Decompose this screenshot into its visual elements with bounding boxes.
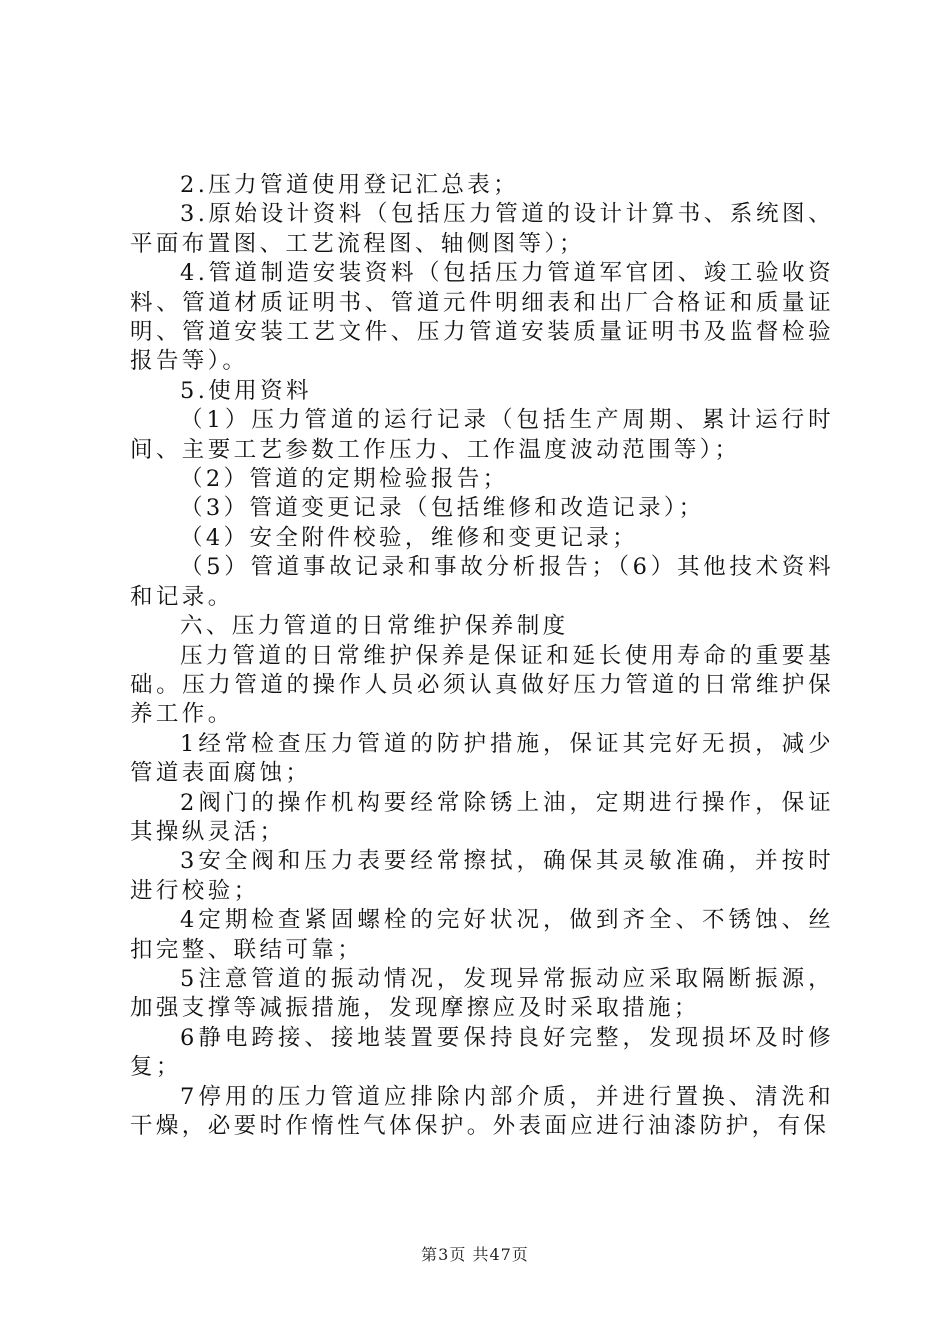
list-item: 7停用的压力管道应排除内部介质，并进行置换、清洗和干燥，必要时作惰性气体保护。外表面应进行油漆防护，有保: [130, 1083, 834, 1139]
paragraph: 3.原始设计资料（包括压力管道的设计计算书、系统图、平面布置图、工艺流程图、轴侧图等）；: [130, 201, 834, 257]
paragraph: （2）管道的定期检验报告；: [180, 466, 509, 493]
paragraph: 5.使用资料: [180, 377, 312, 404]
paragraph: 压力管道的日常维护保养是保证和延长使用寿命的重要基础。压力管道的操作人员必须认真做好压力管道的日常维护保养工作。: [130, 642, 834, 728]
list-item: 6静电跨接、接地装置要保持良好完整，发现损坏及时修复；: [130, 1024, 834, 1081]
list-item: 1经常检查压力管道的防护措施，保证其完好无损，减少管道表面腐蚀；: [130, 730, 834, 787]
paragraph: （4）安全附件校验，维修和变更记录；: [180, 524, 639, 551]
paragraph: 4.管道制造安装资料（包括压力管道军官团、竣工验收资料、管道材质证明书、管道元件明细表和出厂合格证和质量证明、管道安装工艺文件、压力管道安装质量证明书及监督检验报告等）。: [130, 260, 834, 375]
page-number: 第3页 共47页: [421, 1245, 529, 1264]
paragraph: （1）压力管道的运行记录（包括生产周期、累计运行时间、主要工艺参数工作压力、工作温度波动范围等）；: [130, 407, 834, 463]
document-body: [130, 171, 834, 1141]
list-item: 3安全阀和压力表要经常擦拭，确保其灵敏准确，并按时进行校验；: [130, 848, 834, 904]
paragraph: （5）管道事故记录和事故分析报告；（6）其他技术资料和记录。: [130, 554, 834, 610]
list-item: 4定期检查紧固螺栓的完好状况，做到齐全、不锈蚀、丝扣完整、联结可靠；: [130, 907, 834, 963]
list-item: 5注意管道的振动情况，发现异常振动应采取隔断振源，加强支撑等减振措施，发现摩擦应及时采取措施；: [130, 965, 834, 1022]
paragraph: （3）管道变更记录（包括维修和改造记录）；: [180, 495, 705, 522]
list-item: 2阀门的操作机构要经常除锈上油，定期进行操作，保证其操纵灵活；: [130, 789, 834, 845]
paragraph: 2.压力管道使用登记汇总表；: [180, 172, 520, 198]
section-heading: 六、压力管道的日常维护保养制度: [180, 613, 569, 640]
